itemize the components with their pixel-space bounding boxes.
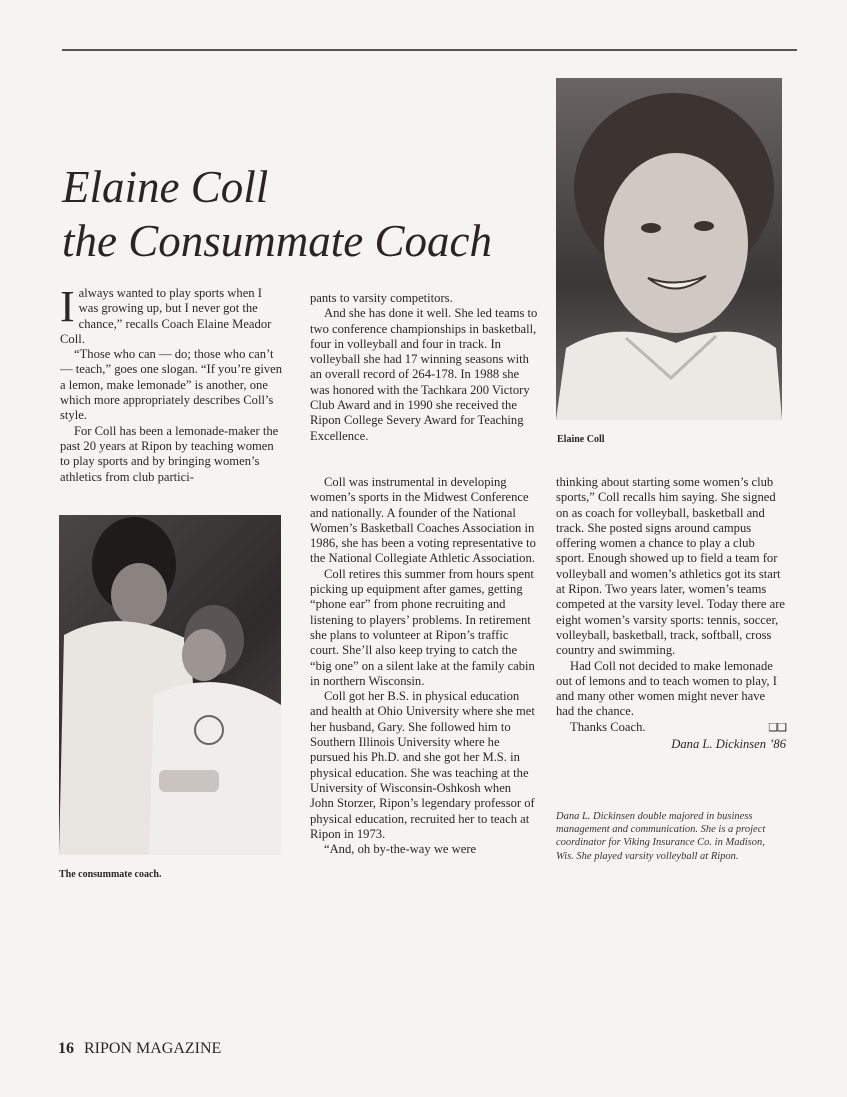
page-footer bbox=[58, 1040, 221, 1058]
thanks-text: Thanks Coach. bbox=[570, 719, 646, 734]
article-headline bbox=[62, 160, 542, 268]
closing-line bbox=[556, 720, 786, 735]
paragraph: pants to varsity competitors. bbox=[310, 291, 453, 305]
elaine-coll-portrait bbox=[556, 78, 782, 420]
column-2-top bbox=[310, 291, 538, 444]
magazine-name: RIPON MAGAZINE bbox=[84, 1040, 222, 1057]
column-2-bottom bbox=[310, 475, 538, 857]
drop-cap: I bbox=[60, 282, 75, 331]
paragraph: For Coll has been a lemonade-maker the past 20 years at Ripon by teaching women to play sports and by bringing women’s athletics from club partici- bbox=[60, 423, 279, 484]
portrait-caption: Elaine Coll bbox=[557, 434, 605, 445]
paragraph: Coll retires this summer from hours spent picking up equipment after games, getting “phone ear” from phone recruiting and listening to players’ problems. In retirement she plans to volunteer at Ripon’s traffic court. She’ll also keep trying to catch the “big one” on a silent lake at the family cabin in northern Wisconsin. bbox=[310, 566, 535, 688]
column-3 bbox=[556, 475, 786, 752]
paragraph: Coll was instrumental in developing women’s sports in the Midwest Conference and nationally. A founder of the National Women’s Basketball Coaches Association in 1986, she has been a voting representative to the National Collegiate Athletic Association. bbox=[310, 475, 536, 566]
paragraph: “Those who can — do; those who can’t — teach,” goes one slogan. “If you’re given a lemon, make lemonade” is another, one which more appropriately describes Coll’s style. bbox=[60, 347, 283, 423]
paragraph: “And, oh by-the-way we were bbox=[324, 842, 477, 857]
paragraph bbox=[60, 282, 284, 347]
page-number: 16 bbox=[58, 1040, 74, 1057]
column-1 bbox=[60, 282, 284, 485]
coach-and-player-photo bbox=[59, 515, 281, 855]
portrait-illustration-icon bbox=[556, 78, 782, 420]
author-signature: Dana L. Dickinsen ’86 bbox=[671, 737, 786, 752]
paragraph-text: always wanted to play sports when I was growing up, but I never got the chance,” recalls Coach Elaine Meador Coll. bbox=[60, 286, 272, 346]
top-rule bbox=[62, 49, 797, 51]
photo-caption: The consummate coach. bbox=[59, 869, 162, 880]
paragraph: And she has done it well. She led teams to two conference championships in basketball, four in volleyball and four in track. In volleyball she had 17 winning seasons with an overall record of 264-178. In 1988 she was honored with the Tachkara 200 Victory Club Award and in 1990 she received the Ripon College Severy Award for Teaching Excellence. bbox=[310, 306, 538, 443]
end-mark-icon: ❑❑ bbox=[768, 721, 786, 734]
paragraph: Had Coll not decided to make lemonade out of lemons and to teach women to play, I and many other women might never have had the chance. bbox=[556, 658, 777, 719]
photo-illustration-icon bbox=[59, 515, 281, 855]
paragraph: thinking about starting some women’s club sports,” Coll recalls him saying. She signed on as coach for volleyball, basketball and track. She posted signs around campus offering women a chance to play a club sport. Enough showed up to field a team for volleyball and women’s athletics got its start at Ripon. Two years later, women’s teams competed at the varsity level. Today there are eight women’s varsity sports: tennis, soccer, volleyball, basketball, track, softball, cross country and swimming. bbox=[556, 475, 785, 658]
headline-line2: the Consummate Coach bbox=[62, 216, 492, 266]
paragraph: Coll got her B.S. in physical education and health at Ohio University where she met her husband, Gary. She followed him to Southern Illinois University where he pursued his Ph.D. and she got her M.S. in physical education. She was teaching at the University of Wisconsin-Oshkosh when John Storzer, Ripon’s legendary professor of physical education, recruited her to teach at Ripon in 1973. bbox=[310, 689, 535, 841]
headline-line1: Elaine Coll bbox=[62, 162, 269, 212]
author-bio: Dana L. Dickinsen double majored in business management and communication. She is a project coordinator for Viking Insurance Co. in Madison, Wis. She played varsity volleyball at Ripon. bbox=[556, 811, 766, 862]
